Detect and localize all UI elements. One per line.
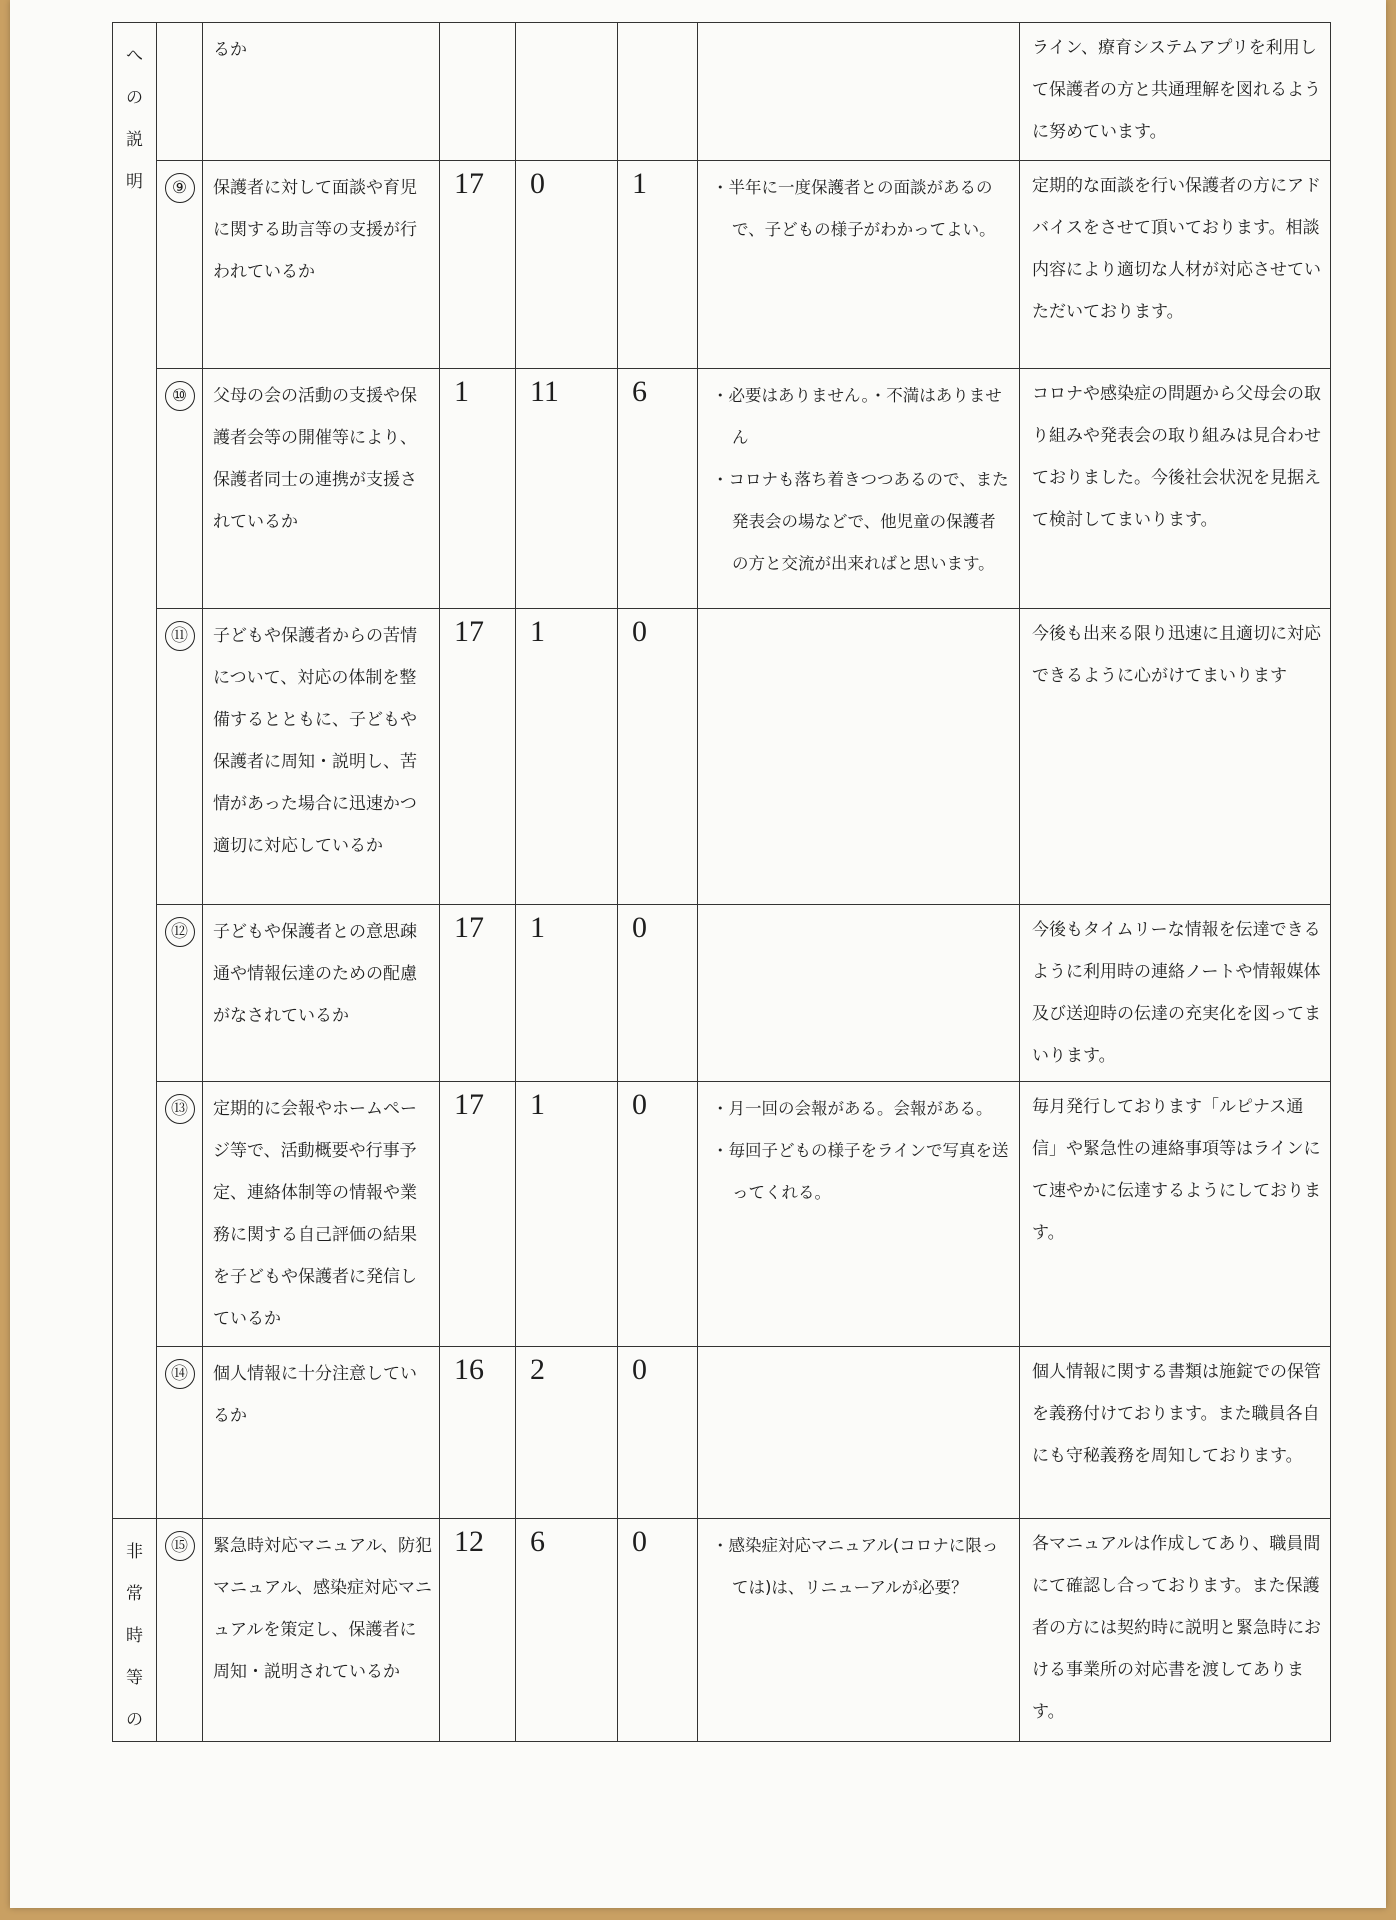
count-neutral: 1 — [516, 609, 618, 905]
table-row — [113, 161, 1331, 369]
table-row — [113, 1519, 1331, 1742]
item-number: ⑪ — [157, 609, 203, 905]
facility-response: 個人情報に関する書類は施錠での保管を義務付けております。また職員各自にも守秘義務を周知しております。 — [1020, 1347, 1331, 1519]
parent-comments — [698, 905, 1020, 1082]
count-neutral: 2 — [516, 1347, 618, 1519]
count-neutral — [516, 23, 618, 161]
count-neutral: 11 — [516, 369, 618, 609]
parent-comments — [698, 609, 1020, 905]
item-number: ⑨ — [157, 161, 203, 369]
question-text: 定期的に会報やホームページ等で、活動概要や行事予定、連絡体制等の情報や業務に関する自己評価の結果を子どもや保護者に発信しているか — [203, 1082, 440, 1347]
question-text: 子どもや保護者との意思疎通や情報伝達のための配慮がなされているか — [203, 905, 440, 1082]
parent-comments — [698, 1082, 1020, 1347]
comment-item: ・毎回子どもの様子をラインで写真を送ってくれる。 — [712, 1141, 1009, 1202]
count-no: 0 — [618, 1519, 698, 1742]
comment-item: ・半年に一度保護者との面談があるので、子どもの様子がわかってよい。 — [712, 178, 996, 239]
comment-item: ・感染症対応マニュアル(コロナに限っては)は、リニューアルが必要？ — [712, 1536, 999, 1597]
count-yes: 16 — [440, 1347, 516, 1519]
table-row — [113, 1347, 1331, 1519]
comment-item: ・必要はありません。・不満はありません — [712, 386, 1002, 447]
section-label-explanation: へ の 説 明 — [113, 23, 157, 1519]
item-number: ⑮ — [157, 1519, 203, 1742]
count-neutral: 0 — [516, 161, 618, 369]
count-no: 0 — [618, 1082, 698, 1347]
parent-comments — [698, 161, 1020, 369]
parent-comments — [698, 1519, 1020, 1742]
facility-response: 毎月発行しております「ルピナス通信」や緊急性の連絡事項等はラインにて速やかに伝達するようにしております。 — [1020, 1082, 1331, 1347]
count-no: 6 — [618, 369, 698, 609]
question-text: 緊急時対応マニュアル、防犯マニュアル、感染症対応マニュアルを策定し、保護者に周知・説明されているか — [203, 1519, 440, 1742]
question-text: 保護者に対して面談や育児に関する助言等の支援が行われているか — [203, 161, 440, 369]
count-no — [618, 23, 698, 161]
document-page — [10, 0, 1386, 1908]
count-neutral: 1 — [516, 905, 618, 1082]
comment-item: ・コロナも落ち着きつつあるので、また発表会の場などで、他児童の保護者の方と交流が出来ればと思います。 — [712, 470, 1009, 573]
count-no: 0 — [618, 609, 698, 905]
facility-response: 今後も出来る限り迅速に且適切に対応できるように心がけてまいります — [1020, 609, 1331, 905]
parent-comments — [698, 369, 1020, 609]
table-row — [113, 609, 1331, 905]
facility-response: 定期的な面談を行い保護者の方にアドバイスをさせて頂いております。相談内容により適切な人材が対応させていただいております。 — [1020, 161, 1331, 369]
item-number — [157, 23, 203, 161]
item-number: ⑭ — [157, 1347, 203, 1519]
question-text: るか — [203, 23, 440, 161]
item-number: ⑩ — [157, 369, 203, 609]
question-text: 個人情報に十分注意しているか — [203, 1347, 440, 1519]
count-no: 1 — [618, 161, 698, 369]
question-text: 子どもや保護者からの苦情について、対応の体制を整備するとともに、子どもや保護者に周知・説明し、苦情があった場合に迅速かつ適切に対応しているか — [203, 609, 440, 905]
question-text: 父母の会の活動の支援や保護者会等の開催等により、保護者同士の連携が支援されているか — [203, 369, 440, 609]
count-no: 0 — [618, 905, 698, 1082]
comment-item: ・月一回の会報がある。会報がある。 — [712, 1099, 993, 1118]
count-yes: 17 — [440, 609, 516, 905]
count-yes: 17 — [440, 905, 516, 1082]
table-row — [113, 905, 1331, 1082]
facility-response: ライン、療育システムアプリを利用して保護者の方と共通理解を図れるように努めています。 — [1020, 23, 1331, 161]
count-yes: 12 — [440, 1519, 516, 1742]
count-yes: 1 — [440, 369, 516, 609]
table-row — [113, 23, 1331, 161]
count-no: 0 — [618, 1347, 698, 1519]
facility-response: コロナや感染症の問題から父母会の取り組みや発表会の取り組みは見合わせておりました。今後社会状況を見据えて検討してまいります。 — [1020, 369, 1331, 609]
count-yes — [440, 23, 516, 161]
facility-response: 今後もタイムリーな情報を伝達できるように利用時の連絡ノートや情報媒体及び送迎時の伝達の充実化を図ってまいります。 — [1020, 905, 1331, 1082]
item-number: ⑫ — [157, 905, 203, 1082]
table-row — [113, 369, 1331, 609]
evaluation-table — [112, 22, 1331, 1742]
count-neutral: 1 — [516, 1082, 618, 1347]
facility-response: 各マニュアルは作成してあり、職員間にて確認し合っております。また保護者の方には契約時に説明と緊急時における事業所の対応書を渡してあります。 — [1020, 1519, 1331, 1742]
count-neutral: 6 — [516, 1519, 618, 1742]
parent-comments — [698, 23, 1020, 161]
table-row — [113, 1082, 1331, 1347]
count-yes: 17 — [440, 161, 516, 369]
section-label-emergency: 非 常 時 等 の — [113, 1519, 157, 1742]
parent-comments — [698, 1347, 1020, 1519]
item-number: ⑬ — [157, 1082, 203, 1347]
count-yes: 17 — [440, 1082, 516, 1347]
